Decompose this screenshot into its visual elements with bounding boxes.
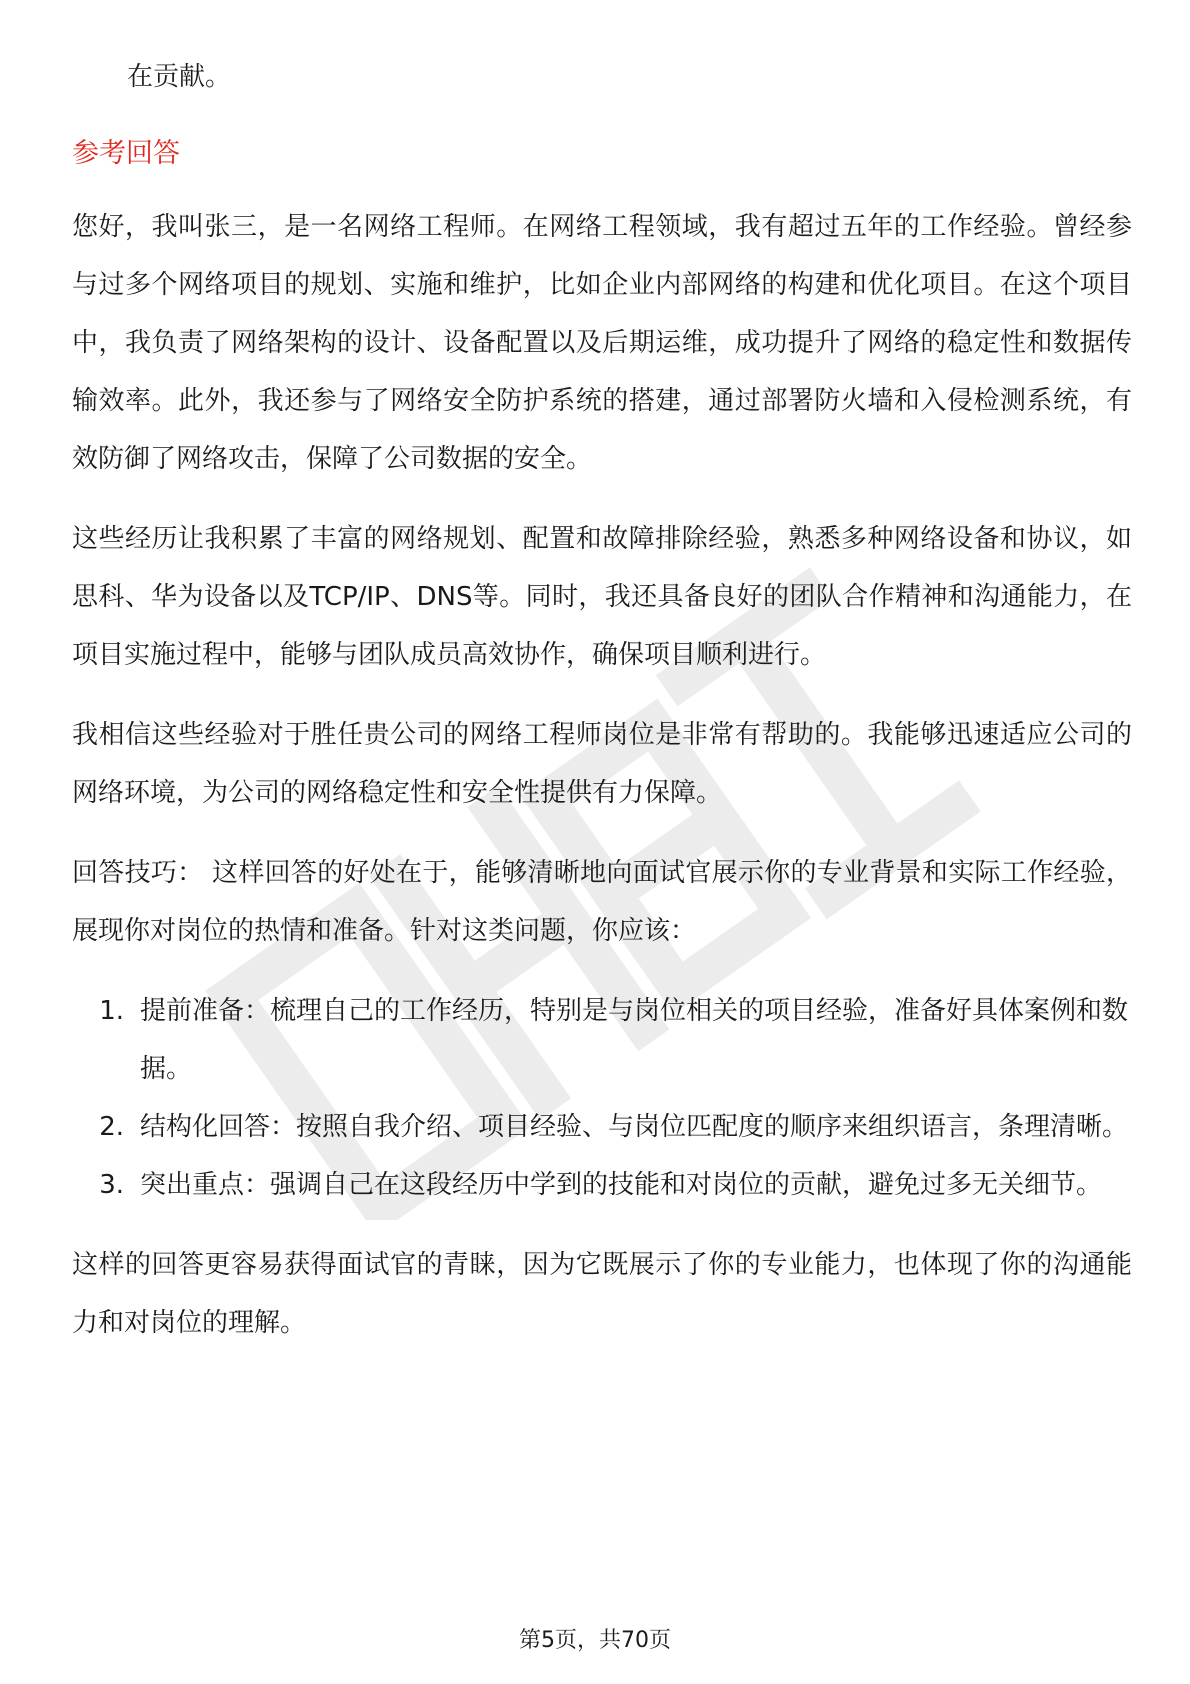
page-number-footer: 第5页，共70页	[519, 1628, 671, 1653]
list-item-number: 3.	[99, 1170, 124, 1200]
list-item-text: 结构化回答：按照自我介绍、项目经验、与岗位匹配度的顺序来组织语言，条理清晰。	[140, 1112, 1129, 1142]
answer-paragraph: 这些经历让我积累了丰富的网络规划、配置和故障排除经验，熟悉多种网络设备和协议，如思科、华为设备以及TCP/IP、DNS等。同时，我还具备良好的团队合作精神和沟通能力，在项目实施过程中，能够与团队成员高效协作，确保项目顺利进行。	[72, 524, 1132, 670]
list-item-text: 突出重点：强调自己在这段经历中学到的技能和对岗位的贡献，避免过多无关细节。	[140, 1170, 1103, 1200]
list-item-number: 2.	[99, 1112, 124, 1142]
tips-intro-paragraph: 回答技巧： 这样回答的好处在于，能够清晰地向面试官展示你的专业背景和实际工作经验，展现你对岗位的热情和准备。针对这类问题，你应该：	[72, 858, 1132, 946]
main-content	[72, 48, 1132, 1374]
closing-paragraph: 这样的回答更容易获得面试官的青睐，因为它既展示了你的专业能力，也体现了你的沟通能力和对岗位的理解。	[72, 1250, 1132, 1338]
list-item	[72, 982, 1132, 1098]
section-heading: 参考回答	[72, 138, 180, 169]
list-item-number: 1.	[99, 996, 124, 1026]
answer-paragraph: 我相信这些经验对于胜任贵公司的网络工程师岗位是非常有帮助的。我能够迅速适应公司的网络环境，为公司的网络稳定性和安全性提供有力保障。	[72, 720, 1132, 808]
tips-list	[72, 982, 1132, 1214]
list-item	[72, 1156, 1132, 1214]
answer-paragraph: 您好，我叫张三，是一名网络工程师。在网络工程领域，我有超过五年的工作经验。曾经参与过多个网络项目的规划、实施和维护，比如企业内部网络的构建和优化项目。在这个项目中，我负责了网络架构的设计、设备配置以及后期运维，成功提升了网络的稳定性和数据传输效率。此外，我还参与了网络安全防护系统的搭建，通过部署防火墙和入侵检测系统，有效防御了网络攻击，保障了公司数据的安全。	[72, 212, 1132, 474]
list-item	[72, 1098, 1132, 1156]
continuation-text: 在贡献。	[127, 62, 232, 92]
list-item-text: 提前准备：梳理自己的工作经历，特别是与岗位相关的项目经验，准备好具体案例和数据。	[140, 996, 1129, 1084]
